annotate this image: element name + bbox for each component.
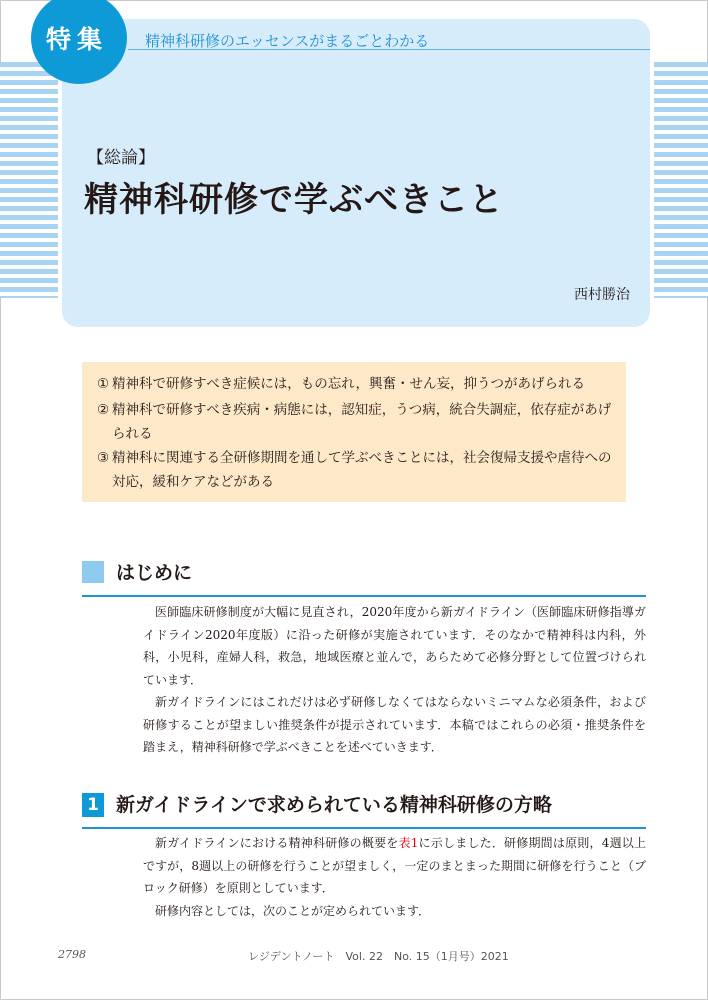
key-point-number: ②	[97, 402, 110, 418]
key-point-continuation: 対応，緩和ケアなどがある	[112, 474, 274, 490]
section-heading-intro	[82, 561, 646, 597]
article-title: 精神科研修で学ぶべきこと	[84, 180, 504, 220]
journal-footer: レジデントノート Vol. 22 No. 15（1月号）2021	[248, 950, 509, 963]
text-run: に示しました．研修期間は原則，4週以上ですが，8週以上の研修を行うことが望ましく，一定のまとまった期間に研修を行うこと（ブロック研修）を原則としています．	[143, 836, 646, 895]
section-number-badge: 1	[82, 793, 104, 817]
decorative-stripes-left	[0, 62, 58, 298]
paragraph: 研修内容としては，次のことが定められています．	[155, 903, 431, 918]
key-point-number: ③	[97, 450, 110, 466]
text-run: 新ガイドラインにおける精神科研修の概要を	[155, 836, 399, 850]
article-subtitle: 【総論】	[87, 148, 155, 168]
paragraph: 医師臨床研修制度が大幅に見直され，2020年度から新ガイドライン（医師臨床研修指導ガイドライン2020年度版）に沿った研修が実施されています．そのなかで精神科は内科，外科，小児科，産婦人科，救急，地域医療と並んで，あらためて必修分野として位置づけられています．	[143, 605, 646, 687]
article-author: 西村勝治	[574, 287, 630, 303]
section-heading-text: はじめに	[116, 562, 193, 584]
key-point-text: 精神科で研修すべき症候には，もの忘れ，興奮・せん妄，抑うつがあげられる	[112, 376, 586, 392]
intro-body-paragraphs	[143, 601, 646, 759]
feature-tagline: 精神科研修のエッセンスがまるごとわかる	[145, 32, 430, 50]
key-point-text: 精神科に関連する全研修期間を通して学ぶべきことには，社会復帰支援や虐待への	[112, 450, 612, 466]
key-point	[97, 446, 612, 494]
section-heading-1	[82, 793, 646, 829]
key-point	[97, 372, 585, 396]
paragraph	[143, 832, 646, 900]
table-reference-link[interactable]: 表1	[398, 836, 419, 850]
key-point-continuation: られる	[112, 426, 153, 442]
paragraph: 新ガイドラインにはこれだけは必ず研修しなくてはならないミニマムな必須条件，および研修することが望ましい推奨条件が提示されています．本稿ではこれらの必須・推奨条件を踏まえ，精神科研修で学ぶべきことを述べていきます．	[143, 695, 646, 754]
section-heading-text: 新ガイドラインで求められている精神科研修の方略	[116, 794, 552, 816]
key-point	[97, 398, 611, 446]
square-marker-icon	[82, 561, 104, 583]
decorative-stripes-right	[654, 62, 708, 298]
section1-body	[143, 832, 646, 922]
page-number: 2798	[58, 948, 86, 961]
key-point-text: 精神科で研修すべき疾病・病態には，認知症，うつ病，統合失調症，依存症があげ	[112, 402, 612, 418]
key-point-number: ①	[97, 376, 110, 392]
feature-badge-label: 特集	[45, 25, 108, 54]
